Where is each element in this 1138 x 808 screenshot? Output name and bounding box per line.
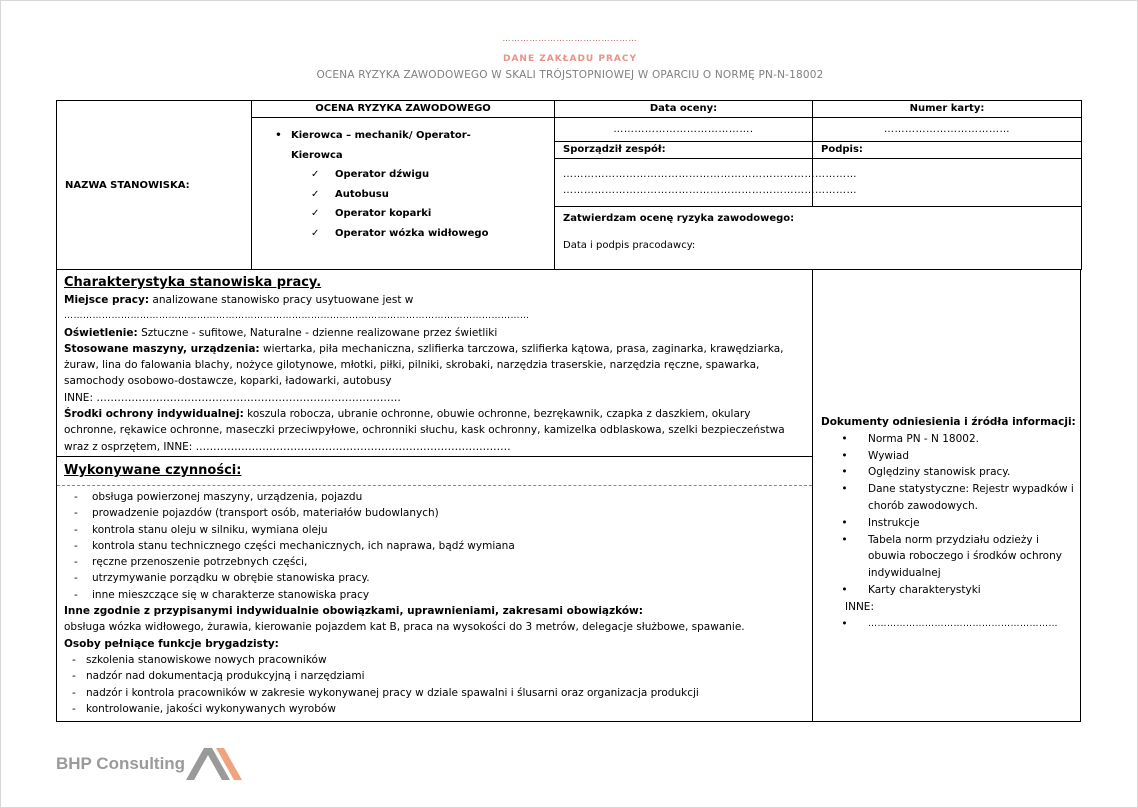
- card-number-header: Numer karty:: [813, 101, 1082, 118]
- bullet-icon: •: [841, 533, 848, 546]
- date-header: Data oceny:: [555, 101, 813, 118]
- approval-title: Zatwierdzam ocenę ryzyka zawodowego:: [563, 213, 795, 224]
- logo-mark-icon: [186, 748, 248, 782]
- other-duties-label: Inne zgodnie z przypisanymi indywidualnie obowiązkami, uprawnieniami, zakresami obowiązków:: [64, 605, 643, 618]
- list-item: • Wywiad: [821, 448, 1076, 465]
- other-line: INNE: ……………………………………………………………………………: [64, 391, 401, 404]
- sub-role: ✓ Operator dźwigu: [266, 165, 546, 185]
- company-data-label: DANE ZAKŁADU PRACY: [503, 54, 637, 64]
- bullet-icon: •: [841, 449, 848, 462]
- list-item: • Norma PN - N 18002.: [821, 431, 1076, 448]
- list-item: - utrzymywanie porządku w obrębie stanowiska pracy.: [74, 572, 370, 585]
- header-table: [56, 100, 1082, 270]
- approval-subtitle: Data i podpis pracodawcy:: [563, 240, 696, 251]
- bullet-icon: •: [841, 516, 848, 529]
- main-role: [266, 126, 546, 165]
- list-item: - nadzór nad dokumentacją produkcyjną i narzędziami: [72, 670, 365, 683]
- list-item: • Tabela norm przydziału odzieży i obuwia roboczego i środków ochrony indywidualnej: [821, 532, 1076, 582]
- list-item: - kontrola stanu oleju w silniku, wymiana oleju: [74, 523, 328, 536]
- list-item: • Dane statystyczne: Rejestr wypadków i chorób zawodowych.: [821, 481, 1076, 515]
- bullet-icon: •: [841, 432, 848, 445]
- brigade-label: Osoby pełniące funkcje brygadzisty:: [64, 637, 279, 650]
- other-duties-text: obsługa wózka widłowego, żurawia, kierowanie pojazdem kat B, praca na wysokości do 3 metrów, delegacje służbowe, spawanie.: [64, 621, 745, 634]
- list-item: - nadzór i kontrola pracowników w zakresie wykonywanej pracy w dziale spawalni i ślusarni oraz organizacja produkcji: [72, 686, 699, 699]
- left-column: [57, 270, 813, 722]
- right-column: [813, 270, 1081, 722]
- documents-title: Dokumenty odniesienia i źródła informacji:: [821, 416, 1076, 428]
- list-item: - ręczne przenoszenie potrzebnych części,: [74, 556, 308, 569]
- documents-other-label: INNE:: [845, 600, 874, 613]
- sub-role: ✓ Autobusu: [266, 185, 546, 205]
- document-subtitle: OCENA RYZYKA ZAWODOWEGO W SKALI TRÓJSTOPNIOWEJ W OPARCIU O NORMĘ PN-N-18002: [316, 69, 824, 81]
- list-item: - szkolenia stanowiskowe nowych pracowników: [72, 653, 327, 666]
- list-item: • Karty charakterystyki: [821, 582, 1076, 599]
- list-item: - inne mieszczące się w charakterze stanowiska pracy: [74, 588, 370, 601]
- position-name-label: NAZWA STANOWISKA:: [57, 101, 252, 270]
- sub-role: ✓ Operator wózka widłowego: [266, 224, 546, 244]
- list-item: - kontrolowanie, jakości wykonywanych wyrobów: [72, 702, 336, 715]
- main-role-line1: Kierowca – mechanik/ Operator-: [291, 130, 471, 141]
- checkmark-icon: ✓: [311, 227, 320, 239]
- checkmark-icon: ✓: [311, 169, 320, 180]
- team-label: Sporządził zespół:: [555, 142, 813, 159]
- bullet-icon: •: [841, 483, 848, 496]
- list-item: • ……………………………………………………: [821, 616, 1076, 633]
- signature-field[interactable]: [813, 159, 1082, 207]
- lighting-line: Oświetlenie: Sztuczne - sufitowe, Naturalne - dzienne realizowane przez świetliki: [64, 326, 498, 339]
- sub-role: ✓ Operator koparki: [266, 204, 546, 224]
- list-item: - kontrola stanu technicznego części mechanicznych, ich naprawa, bądź wymiana: [74, 539, 515, 552]
- dashed-divider: [57, 485, 812, 486]
- checkmark-icon: ✓: [311, 188, 320, 200]
- header-dots: ………………………………………: [502, 34, 638, 43]
- machines-line: Stosowane maszyny, urządzenia: wiertarka, piła mechaniczna, szlifierka tarczowa, szlifierka kątowa, prasa, zaginarka, krawędziarka, żuraw, lina do falowania blachy, nożyce gilotynowe, młotki, piłki, pilniki, skrobaki, narzędzia traserskie, narzędzia ręczne, spawarka, samochody osobowo-dostawcze, koparki, ładowarki, autobusy: [64, 342, 784, 388]
- team-field[interactable]: ………………………………………………………………………… …………………………………………………………………………: [555, 159, 813, 207]
- bullet-icon: •: [841, 583, 848, 596]
- roles-cell: [252, 118, 555, 270]
- characteristics-title: Charakterystyka stanowiska pracy.: [64, 275, 322, 290]
- list-item: • Instrukcje: [821, 515, 1076, 532]
- bullet-icon: •: [841, 617, 848, 630]
- logo-text: BHP Consulting: [56, 754, 186, 773]
- list-item: - prowadzenie pojazdów (transport osób, materiałów budowlanych): [74, 507, 439, 520]
- list-item: - obsługa powierzonej maszyny, urządzenia, pojazdu: [74, 491, 363, 503]
- approval-cell: [555, 207, 1082, 270]
- date-field[interactable]: ………………………………….: [555, 118, 813, 142]
- reference-documents: [821, 414, 1076, 632]
- checkmark-icon: ✓: [311, 208, 320, 219]
- content-area: [56, 270, 1081, 722]
- bullet-icon: •: [841, 466, 848, 479]
- workplace-dots: …………………………………………………………………………………………………………………………………: [64, 311, 530, 322]
- main-role-line2: Kierowca: [291, 149, 343, 161]
- activities-section: [57, 457, 812, 722]
- workplace-line: Miejsce pracy: analizowane stanowisko pracy usytuowane jest w: [64, 294, 414, 306]
- card-number-field[interactable]: ………………………………: [813, 118, 1082, 142]
- activities-title: Wykonywane czynności:: [64, 463, 242, 478]
- risk-assessment-header: OCENA RYZYKA ZAWODOWEGO: [252, 101, 555, 118]
- bullet-icon: •: [275, 130, 282, 141]
- ppe-line: Środki ochrony indywidualnej: koszula robocza, ubranie ochronne, obuwie ochronne, bezrękawnik, czapka z daszkiem, okulary ochronne, rękawice ochronne, maseczki przeciwpyłowe, ochronniki słuchu, kask ochronny, kamizelka odblaskowa, szelki bezpieczeństwa wraz z osprzętem, INNE: ………………………………………………………………………………: [64, 408, 785, 453]
- company-logo: [56, 745, 256, 785]
- signature-label: Podpis:: [813, 142, 1082, 159]
- characteristics-section: [57, 270, 812, 457]
- list-item: • Oględziny stanowisk pracy.: [821, 464, 1076, 481]
